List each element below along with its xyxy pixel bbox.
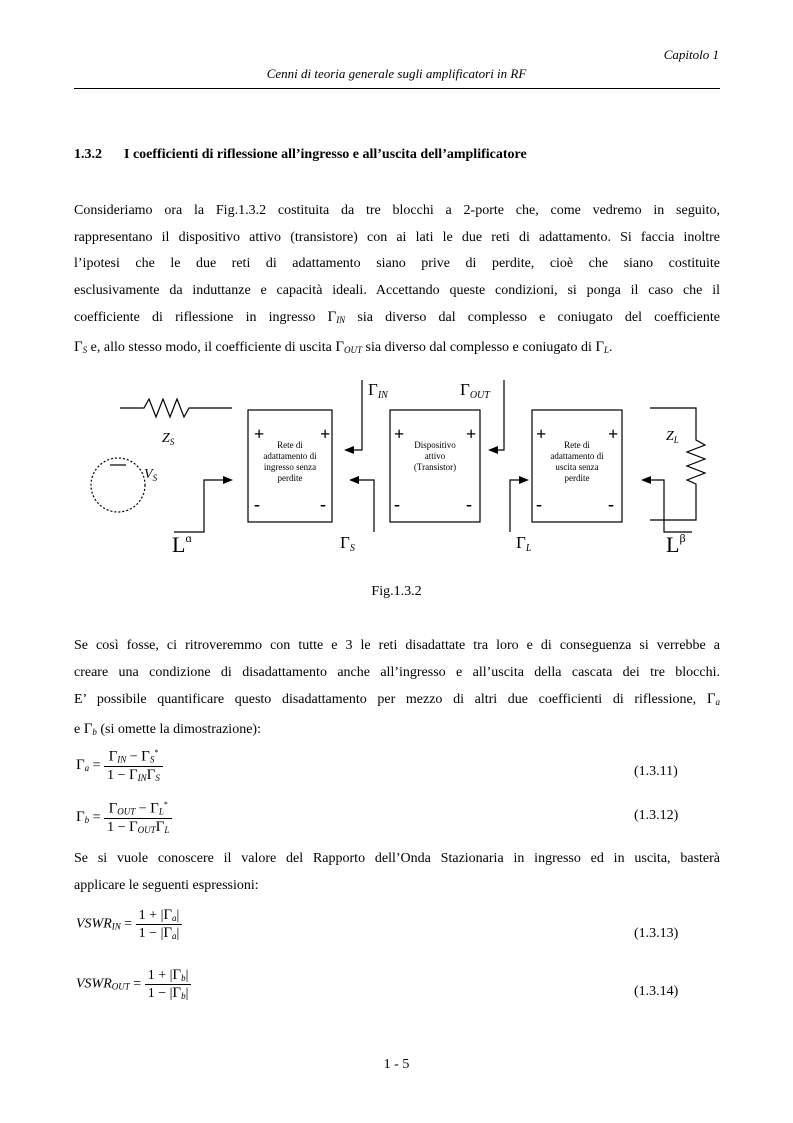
gamma-l-arrow xyxy=(510,480,525,532)
gamma-out-arrowhead xyxy=(488,446,498,454)
block3-line-1: Rete di xyxy=(564,440,590,450)
p2-line-3: E’ possibile quantificare questo disadattamento per mezzo di altri due coefficienti di riflessione, $\Gamma_a$ xyxy=(74,691,720,707)
block2-line-2: attivo xyxy=(424,451,446,461)
block3-line-3: uscita senza xyxy=(555,462,599,472)
header-rule xyxy=(74,88,720,89)
page-number: 1 - 5 xyxy=(383,1057,410,1072)
equation-1-3-13: $VSWR_{IN}$ = $\frac{1 + |\Gamma_a|}{1 - |\Gamma_a|}$ xyxy=(76,907,182,942)
block3-line-2: adattamento di xyxy=(550,451,604,461)
block1-line-2: adattamento di xyxy=(263,451,317,461)
p1-line-4: esclusivamente da induttanze e capacità ideali. Accettando queste condizioni, si ponga il caso che il xyxy=(74,282,720,298)
gamma-in-arrowhead xyxy=(344,446,354,454)
p1-line-5: coefficiente di riflessione in ingresso $\Gamma_{IN}$ sia diverso dal complesso e coniugato del coefficiente xyxy=(74,309,720,325)
zs-label: $Z_S$ xyxy=(162,431,175,447)
p2-line-1: Se così fosse, ci ritroveremmo con tutte e 3 le reti disadattate tra loro e di conseguenza si verrebbe a xyxy=(74,638,720,653)
svg-text:-: - xyxy=(254,494,260,514)
zl-label: $Z_L$ xyxy=(666,429,679,445)
svg-text:+: + xyxy=(536,424,547,444)
p3-line-1: Se si vuole conoscere il valore del Rapporto dell’Onda Stazionaria in ingresso ed in uscita, basterà xyxy=(74,851,720,866)
equation-1-3-12: $\Gamma_b$ = $\frac{\Gamma_{OUT} - \Gamma_L^*}{1 - \Gamma_{OUT}\Gamma_L}$ xyxy=(76,800,172,836)
load-impedance-resistor xyxy=(650,408,705,520)
left-arrow-label: $L^ɑ$ xyxy=(172,531,192,557)
figure-caption: Fig.1.3.2 xyxy=(371,584,422,599)
equation-1-3-11: $\Gamma_a$ = $\frac{\Gamma_{IN} - \Gamma_S^*}{1 - \Gamma_{IN}\Gamma_S}$ xyxy=(76,748,163,784)
p1-line-2: rappresentano il dispositivo attivo (transistore) con ai lati le due reti di adattamento. Si faccia inoltre xyxy=(74,229,720,245)
block1-line-4: perdite xyxy=(277,473,303,483)
voltage-source-icon xyxy=(91,458,145,512)
gamma-in-arrow xyxy=(348,380,362,450)
svg-text:+: + xyxy=(320,424,331,444)
gamma-s-label: ΓS xyxy=(340,533,355,554)
p1-line-1: Consideriamo ora la Fig.1.3.2 costituita da tre blocchi a 2-porte che, come vedremo in seguito, xyxy=(74,203,720,218)
source-impedance-resistor xyxy=(120,399,232,417)
svg-text:-: - xyxy=(394,494,400,514)
gamma-in-label: ΓIN xyxy=(368,380,388,401)
block1-line-3: ingresso senza xyxy=(263,462,317,472)
right-arrow-label: $L^\beta$ xyxy=(666,531,686,557)
p1-line-6: $\Gamma_S$ e, allo stesso modo, il coefficiente di uscita $\Gamma_{OUT}$ sia diverso dal complesso e coniugato di $\Gamma_L$. xyxy=(74,338,613,355)
running-title: Cenni di teoria generale sugli amplificatori in RF xyxy=(266,66,527,81)
block2-line-1: Dispositivo xyxy=(414,440,456,450)
p2-line-4: e $\Gamma_b$ (si omette la dimostrazione): xyxy=(74,720,261,737)
gamma-out-arrow xyxy=(492,380,504,450)
eq-number-1-3-11: (1.3.11) xyxy=(634,764,678,779)
svg-text:-: - xyxy=(536,494,542,514)
p2-line-2: creare una condizione di disadattamento anche all’ingresso e all’uscita della cascata dei tre blocchi. xyxy=(74,664,720,680)
gamma-out-label: ΓOUT xyxy=(460,380,490,401)
paragraph-3 xyxy=(74,846,720,899)
eq-number-1-3-14: (1.3.14) xyxy=(634,984,679,999)
vs-label: $V_S$ xyxy=(144,467,158,483)
section-number: 1.3.2 xyxy=(74,147,102,162)
gamma-s-arrow xyxy=(353,480,374,532)
gamma-l-label: ΓL xyxy=(516,533,532,554)
svg-text:-: - xyxy=(608,494,614,514)
paragraph-1 xyxy=(74,198,720,363)
block2-line-3: (Transistor) xyxy=(413,462,457,472)
svg-text:-: - xyxy=(320,494,326,514)
svg-text:+: + xyxy=(466,424,477,444)
chapter-label: Capitolo 1 xyxy=(663,47,719,62)
section-heading xyxy=(74,147,527,163)
svg-text:+: + xyxy=(394,424,405,444)
equation-1-3-14: $VSWR_{OUT}$ = $\frac{1 + |\Gamma_b|}{1 - |\Gamma_b|}$ xyxy=(76,967,191,1002)
paragraph-2 xyxy=(74,633,720,745)
section-title: I coefficienti di riflessione all’ingresso e all’uscita dell’amplificatore xyxy=(124,147,527,162)
block1-line-1: Rete di xyxy=(277,440,303,450)
svg-text:-: - xyxy=(466,494,472,514)
amplifier-block-diagram xyxy=(74,372,734,572)
svg-text:+: + xyxy=(254,424,265,444)
block3-line-4: perdite xyxy=(564,473,590,483)
p3-line-2: applicare le seguenti espressioni: xyxy=(74,877,259,893)
eq-number-1-3-12: (1.3.12) xyxy=(634,808,679,823)
p1-line-3: l’ipotesi che le due reti di adattamento siano prive di perdite, cioè che siano costituite xyxy=(74,256,720,271)
svg-text:+: + xyxy=(608,424,619,444)
eq-number-1-3-13: (1.3.13) xyxy=(634,926,679,941)
